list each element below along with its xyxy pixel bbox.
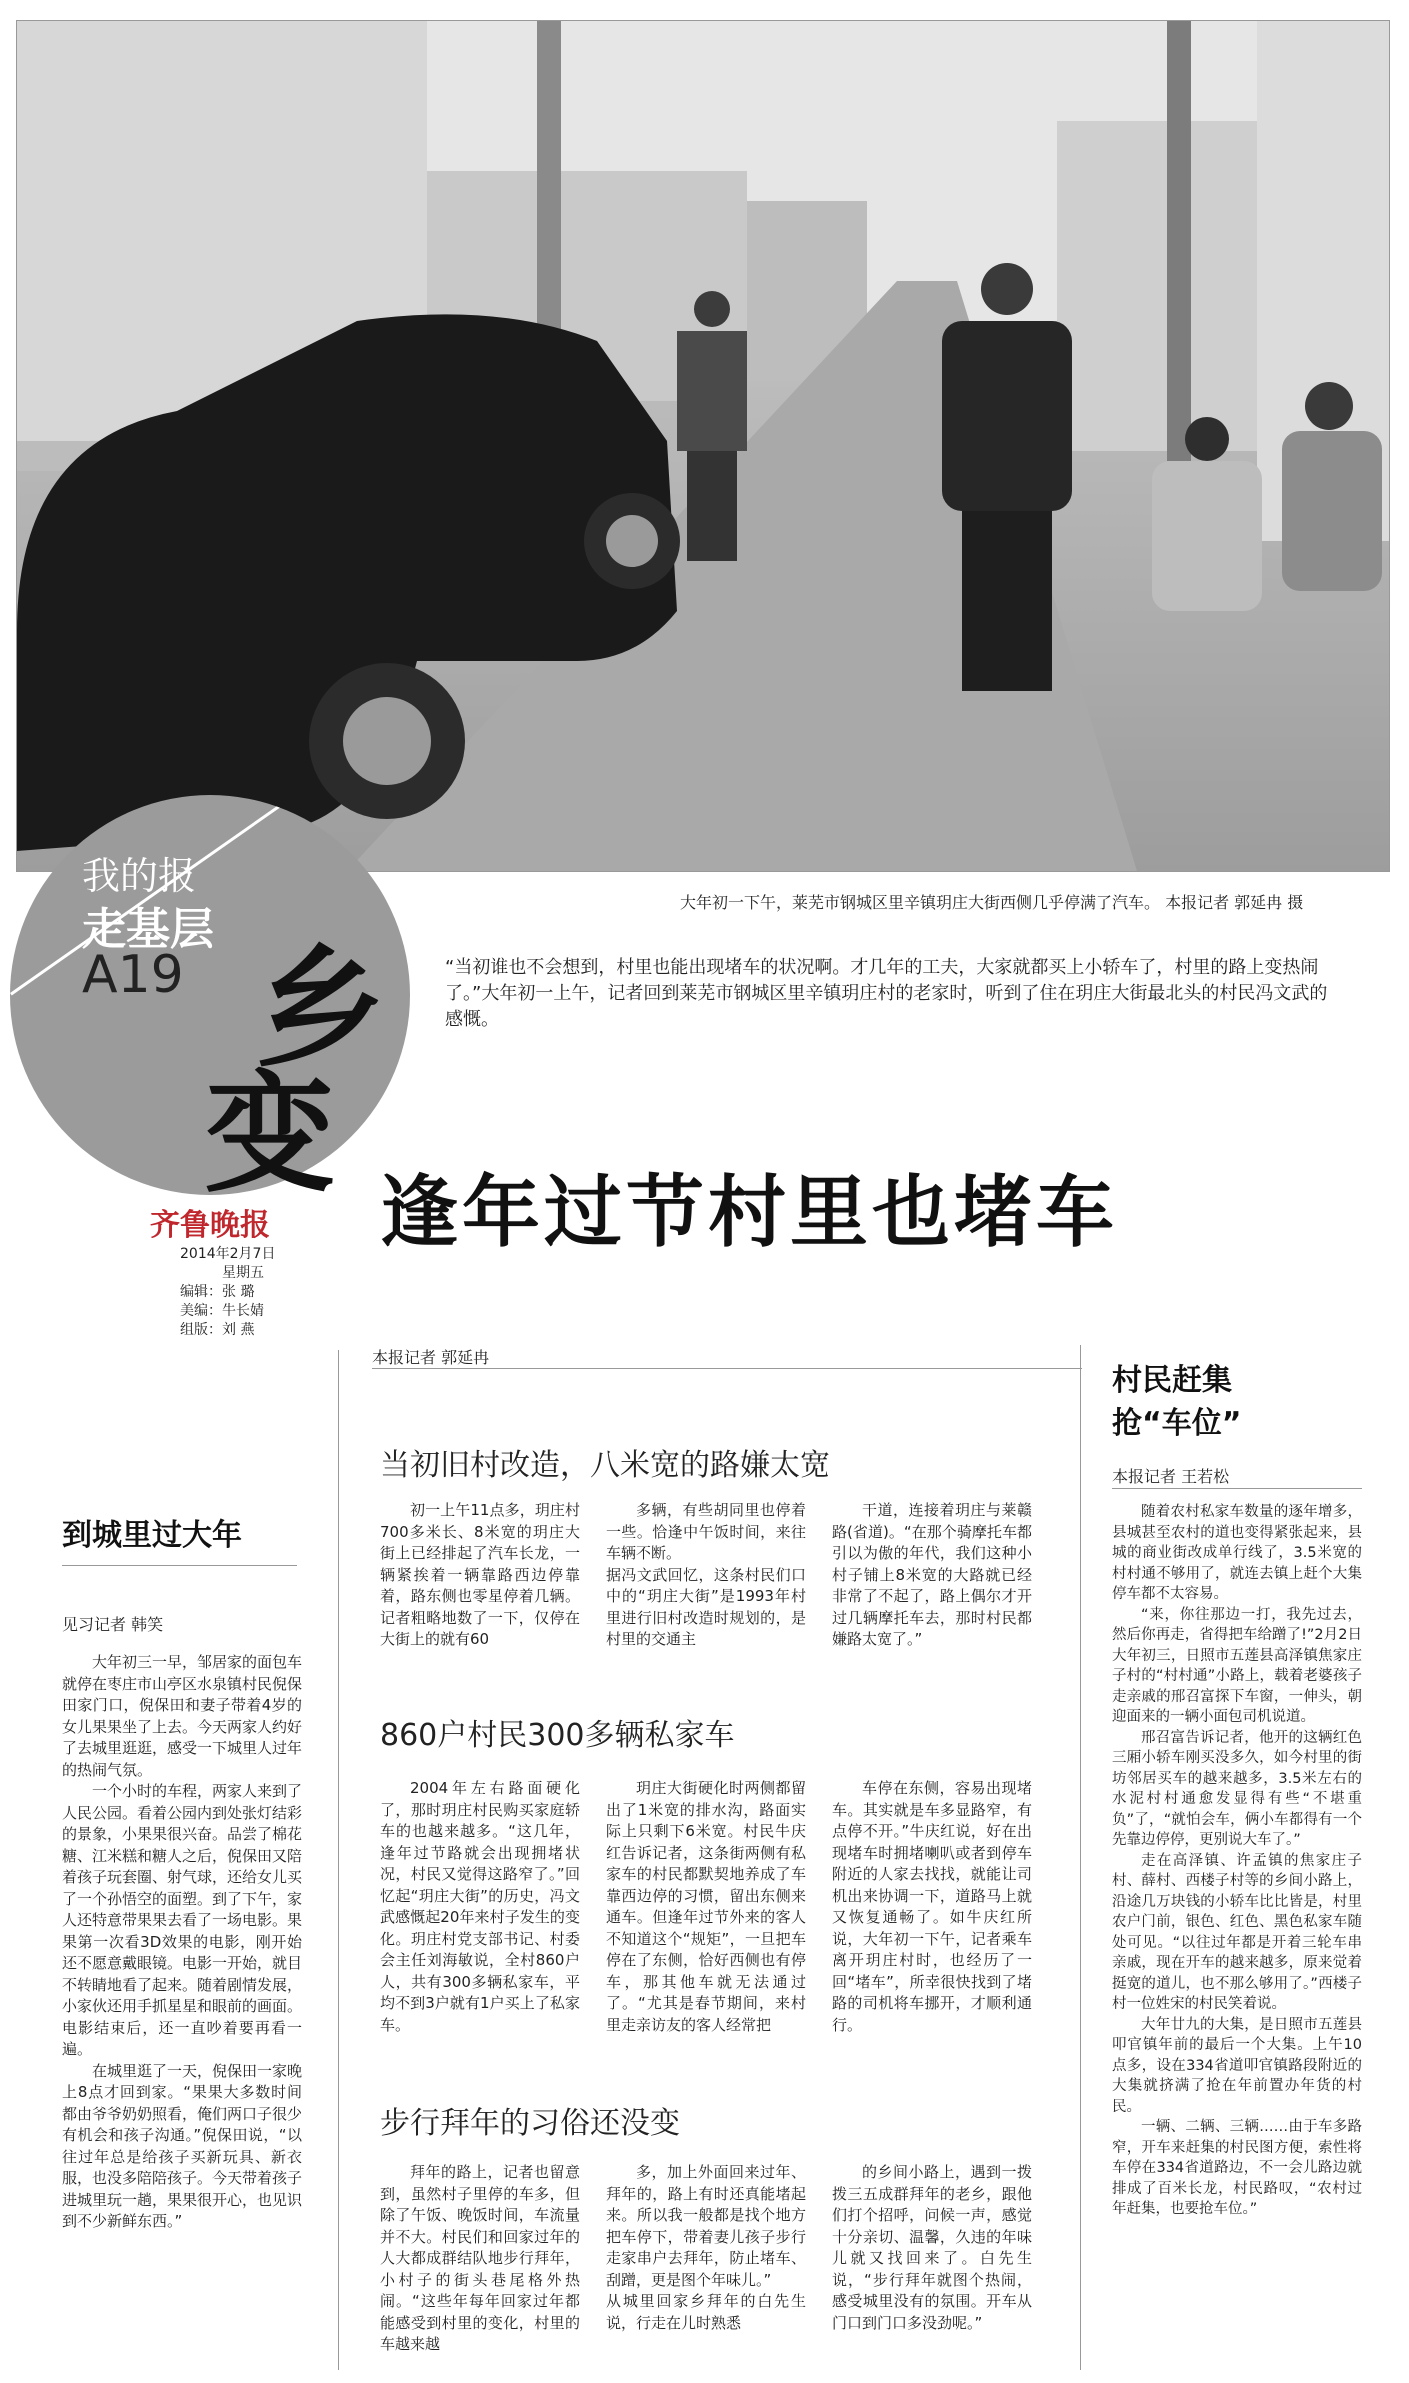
right-byline: 本报记者 王若松 (1112, 1467, 1230, 1486)
right-article-title-2: 抢“车位” (1112, 1406, 1242, 1441)
section-line2: 走基层 (82, 904, 214, 955)
sub1-column-2: 多辆，有些胡同里也停着一些。恰逢中午饭时间，来往车辆不断。 据冯文武回忆，这条村民们口中的“玥庄大街”是1993年村里进行旧村改造时规划的，是村里的交通主 (606, 1501, 806, 1648)
street-scene-image (17, 21, 1389, 871)
sub2-column-2: 玥庄大街硬化时两侧都留出了1米宽的排水沟，路面实际上只剩下6米宽。村民牛庆红告诉记者，这条街两侧有私家车的村民都默契地养成了车靠西边停的习惯，留出东侧来通车。但逢年过节外来的客人不知道这个“规矩”，一旦把车停在了东侧，恰好西侧也有停车，那其他车就无法通过了。“尤其是春节期间，来村里走亲访友的客人经常把 (606, 1779, 806, 2034)
section-line1: 我的报 (82, 854, 197, 898)
page-number: A19 (82, 945, 184, 1005)
right-column-divider (1080, 1345, 1081, 2370)
right-byline-rule (1112, 1488, 1362, 1489)
sub3-column-3: 的乡间小路上，遇到一拨拨三五成群拜年的老乡，跟他们打个招呼，问候一声，感觉十分亲切、温馨，久违的年味儿就又找回来了。白先生说，“步行拜年就图个热闹，感受城里没有的氛围。开车从门口到门口多没劲呢。” (832, 2163, 1032, 2332)
section-char-1: 乡 (255, 932, 386, 1085)
designer-credit: 美编：牛长婧 (180, 1303, 264, 1319)
sub2-column-1: 2004年左右路面硬化了，那时玥庄村民购买家庭轿车的也越来越多。“这几年，逢年过节路就会出现拥堵状况，村民又觉得这路窄了。”回忆起“玥庄大街”的历史，冯文武感慨起20年来村子发生的变化。玥庄村党支部书记、村委会主任刘海敏说，全村860户人，共有300多辆私家车，平均不到3户就有1户买上了私家车。 (380, 1779, 580, 2034)
byline-rule (372, 1368, 1082, 1369)
main-byline: 本报记者 郭延冉 (372, 1348, 490, 1367)
page-headline: 逢年过节村里也堵车 (380, 1168, 1119, 1258)
right-article-body: 随着农村私家车数量的逐年增多，县城甚至农村的道也变得紧张起来，县城的商业街改成单行线了，3.5米宽的村村通不够用了，就连去镇上赶个大集停车都不太容易。 “来，你往那边一打，我先过去，然后你再走，省得把车给蹭了!”2月2日大年初三，日照市五莲县高泽镇焦家庄子村的“村村通”小路上，载着老婆孩子走亲戚的邢召富探下车窗，一伸头，朝迎面来的一辆小面包司机说道。 邢召富告诉记者，他开的这辆红色三厢小轿车刚买没多久，如今村里的街坊邻居买车的越来越多，3.5米左右的水泥村村通愈发显得有些“不堪重负”了，“就怕会车，俩小车都得有一个先靠边停停，更别说大车了。” 走在高泽镇、许孟镇的焦家庄子村、薛村、西楼子村等的乡间小路上，沿途几万块钱的小轿车比比皆是，村里农户门前，银色、红色、黑色私家车随处可见。“以往过年都是开着三轮车串亲戚，现在开车的越来越多，原来觉着挺宽的道儿，也不那么够用了。”西楼子村一位姓宋的村民笑着说。 大年廿九的大集，是日照市五莲县叩官镇年前的最后一个大集。上午10点多，设在334省道叩官镇路段附近的大集就挤满了抢在年前置办年货的村民。 一辆、二辆、三辆……由于车多路窄，开车来赶集的村民图方便，索性将车停在334省道路边，不一会儿路边就排成了百米长龙，村民路叹，“农村过年赶集，也要抢车位。” (1112, 1504, 1362, 2217)
sub3-column-1: 拜年的路上，记者也留意到，虽然村子里停的车多，但除了午饭、晚饭时间，车流量并不大。村民们和回家过年的人大都成群结队地步行拜年，小村子的街头巷尾格外热闹。“这些年每年回家过年都能感受到村里的变化，村里的车越来越 (380, 2163, 580, 2353)
issue-weekday: 星期五 (222, 1265, 264, 1281)
sub1-column-1: 初一上午11点多，玥庄村700多米长、8米宽的玥庄大街上已经排起了汽车长龙，一辆紧挨着一辆靠路西边停靠着，路东侧也零星停着几辆。记者粗略地数了一下，仅停在大街上的就有60 (380, 1501, 580, 1648)
left-article-body: 大年初三一早，邹居家的面包车就停在枣庄市山亭区水泉镇村民倪保田家门口，倪保田和妻子带着4岁的女儿果果坐了上去。今天两家人约好了去城里逛逛，感受一下城里人过年的热闹气氛。 一个小时的车程，两家人来到了人民公园。看着公园内到处张灯结彩的景象，小果果很兴奋。品尝了棉花糖、江米糕和糖人之后，倪保田又陪着孩子玩套圈、射气球，还给女儿买了一个孙悟空的面塑。到了下午，家人还特意带果果去看了一场电影。果果第一次看3D效果的电影，刚开始还不愿意戴眼镜。电影一开始，就目不转睛地看了起来。随着剧情发展，小家伙还用手抓星星和眼前的画面。电影结束后，还一直吵着要再看一遍。 在城里逛了一天，倪保田一家晚上8点才回到家。“果果大多数时间都由爷爷奶奶照看，俺们两口子很少有机会和孩子沟通。”倪保田说，“以往过年总是给孩子买新玩具、新衣服，也没多陪陪孩子。今天带着孩子进城里玩一趟，果果很开心，也见识到不少新鲜东西。” (62, 1653, 303, 2230)
editor-credit: 编辑：张 璐 (180, 1284, 255, 1300)
lead-paragraph: “当初谁也不会想到，村里也能出现堵车的状况啊。才几年的工夫，大家就都买上小轿车了，村里的路上变热闹了。”大年初一上午，记者回到莱芜市钢城区里辛镇玥庄村的老家时，听到了住在玥庄大街最北头的村民冯文武的感慨。 (445, 957, 1328, 1030)
proofreader-credit: 组版：刘 燕 (180, 1322, 255, 1338)
left-article-title: 到城里过大年 (62, 1518, 242, 1553)
left-byline: 见习记者 韩笑 (62, 1615, 164, 1634)
issue-date: 2014年2月7日 (180, 1246, 276, 1262)
subhead-2: 860户村民300多辆私家车 (380, 1718, 735, 1753)
section-char-2: 变 (205, 1057, 336, 1210)
left-title-rule (62, 1565, 297, 1566)
sub3-column-2: 多，加上外面回来过年、拜年的，路上有时还真能堵起来。所以我一般都是找个地方把车停下，带着妻儿孩子步行走家串户去拜年，防止堵车、刮蹭，更是图个年味儿。” 从城里回家乡拜年的白先生说，行走在儿时熟悉 (606, 2163, 806, 2332)
left-column-divider (338, 1350, 339, 2370)
sub1-column-3: 干道，连接着玥庄与莱赣路(省道)。“在那个骑摩托车都引以为傲的年代，我们这种小村子铺上8米宽的大路就已经非常了不起了，路上偶尔才开过几辆摩托车去，那时村民都嫌路太宽了。” (832, 1501, 1032, 1648)
sub2-column-3: 车停在东侧，容易出现堵车。其实就是车多显路窄，有点停不开。”牛庆红说，好在出现堵车时拥堵喇叭或者到停车附近的人家去找找，就能让司机出来协调一下，道路马上就又恢复通畅了。如牛庆红所说，大年初一下午，记者乘车离开玥庄村时，也经历了一回“堵车”，所幸很快找到了堵路的司机将车挪开，才顺利通行。 (832, 1779, 1032, 2034)
subhead-3: 步行拜年的习俗还没变 (380, 2106, 680, 2141)
news-photo (16, 20, 1390, 872)
subhead-1: 当初旧村改造，八米宽的路嫌太宽 (380, 1448, 830, 1483)
photo-caption: 大年初一下午，莱芜市钢城区里辛镇玥庄大街西侧几乎停满了汽车。 本报记者 郭延冉 摄 (680, 893, 1304, 912)
right-article-title-1: 村民赶集 (1112, 1363, 1232, 1398)
newspaper-logo: 齐鲁晚报 (150, 1208, 270, 1243)
